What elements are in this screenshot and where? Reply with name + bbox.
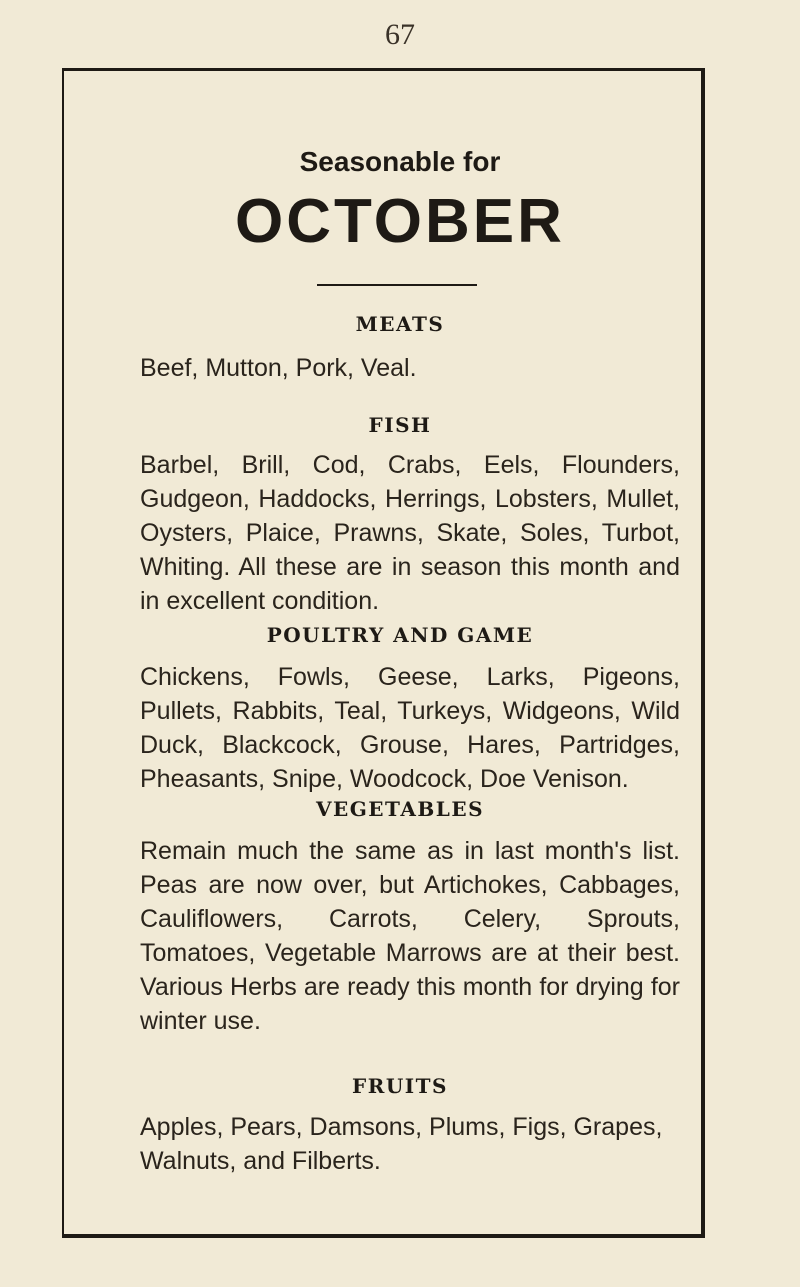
section-heading-meats: MEATS: [355, 312, 445, 336]
section-text-meats: Beef, Mutton, Pork, Veal.: [140, 354, 417, 382]
title-divider: [317, 284, 477, 286]
page-number: 67: [385, 18, 415, 51]
section-text-poultry-and-game: Chickens, Fowls, Geese, Larks, Pigeons, Pullets, Rabbits, Teal, Turkeys, Widgeons, Wild Duck, Blackcock, Grouse, Hares, Partridges, Pheasants, Snipe, Woodcock, Doe Venison.: [140, 663, 680, 793]
section-text-vegetables: Remain much the same as in last month's list. Peas are now over, but Artichokes, Cabbages, Cauliflowers, Carrots, Celery, Sprouts, Tomatoes, Vegetable Marrows are at their best. Various Herbs are ready this month for drying for winter use.: [140, 837, 680, 1035]
section-heading-poultry-and-game: POULTRY AND GAME: [266, 623, 534, 647]
section-heading-fruits: FRUITS: [352, 1074, 448, 1098]
page-subtitle: Seasonable for: [299, 146, 501, 177]
section-heading-vegetables: VEGETABLES: [315, 797, 485, 821]
page-title: OCTOBER: [235, 187, 565, 256]
section-text-fish: Barbel, Brill, Cod, Crabs, Eels, Flounders, Gudgeon, Haddocks, Herrings, Lobsters, Mullet, Oysters, Plaice, Prawns, Skate, Soles, Turbot, Whiting. All these are in season this month and in excellent condition.: [140, 451, 680, 615]
section-heading-fish: FISH: [368, 413, 432, 437]
section-text-fruits: Apples, Pears, Damsons, Plums, Figs, Grapes, Walnuts, and Filberts.: [140, 1113, 663, 1175]
